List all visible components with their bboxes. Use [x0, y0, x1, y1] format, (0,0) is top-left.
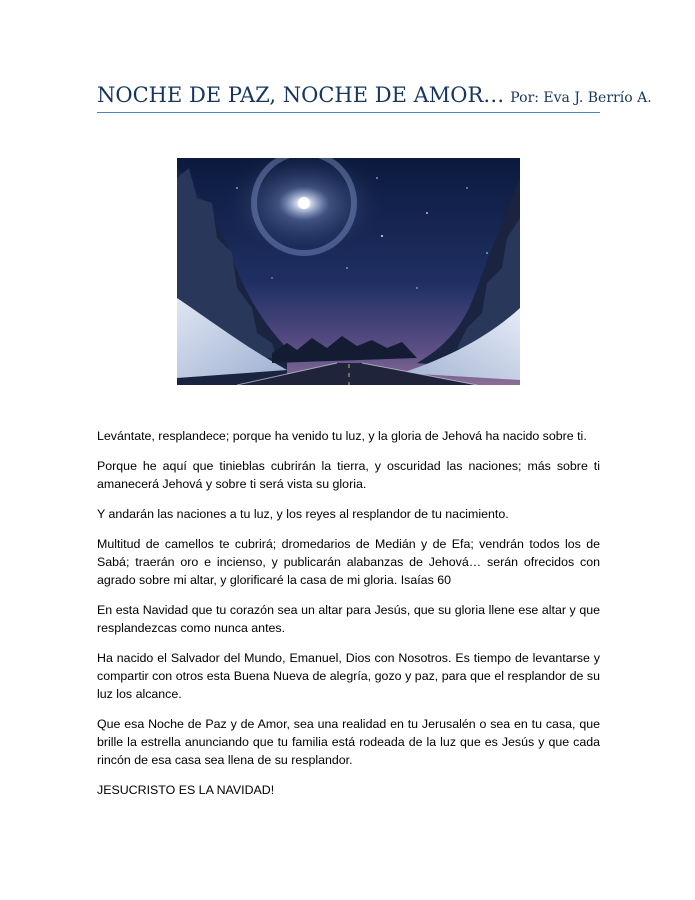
closing-line: JESUCRISTO ES LA NAVIDAD!	[97, 783, 275, 797]
page-title	[97, 83, 652, 110]
author-byline: Por: Eva J. Berrío A.	[510, 90, 652, 106]
paragraph: Levántate, resplandece; porque ha venido tu luz, y la gloria de Jehová ha nacido sobre ti.	[97, 429, 587, 443]
document-header	[97, 80, 652, 113]
paragraph: En esta Navidad que tu corazón sea un altar para Jesús, que su gloria llene ese altar y que resplandezcas como nunca antes.	[97, 603, 600, 635]
paragraph: Ha nacido el Salvador del Mundo, Emanuel, Dios con Nosotros. Es tiempo de levantarse y compartir con otros esta Buena Nueva de alegría, gozo y paz, para que el resplandor de su luz los alcance.	[97, 651, 600, 701]
title-text: NOCHE DE PAZ, NOCHE DE AMOR…	[97, 83, 505, 107]
article-body	[97, 427, 600, 811]
paragraph: Y andarán las naciones a tu luz, y los reyes al resplandor de tu nacimiento.	[97, 507, 509, 521]
paragraph: Que esa Noche de Paz y de Amor, sea una realidad en tu Jerusalén o sea en tu casa, que brille la estrella anunciando que tu familia está rodeada de la luz que es Jesús y que cada rincón de esa casa sea llena de su resplandor.	[97, 717, 600, 767]
night-landscape-illustration	[177, 158, 520, 385]
moon-halo-night-photo	[177, 158, 520, 385]
paragraph: Multitud de camellos te cubrirá; dromedarios de Medián y de Efa; vendrán todos los de Sabá; traerán oro e incienso, y publicarán alabanzas de Jehová… serán ofrecidos con agrado sobre mi altar, y glorificaré la casa de mi gloria. Isaías 60	[97, 537, 600, 587]
paragraph: Porque he aquí que tinieblas cubrirán la tierra, y oscuridad las naciones; más sobre ti amanecerá Jehová y sobre ti será vista su gloria.	[97, 459, 600, 491]
moon	[298, 197, 310, 209]
